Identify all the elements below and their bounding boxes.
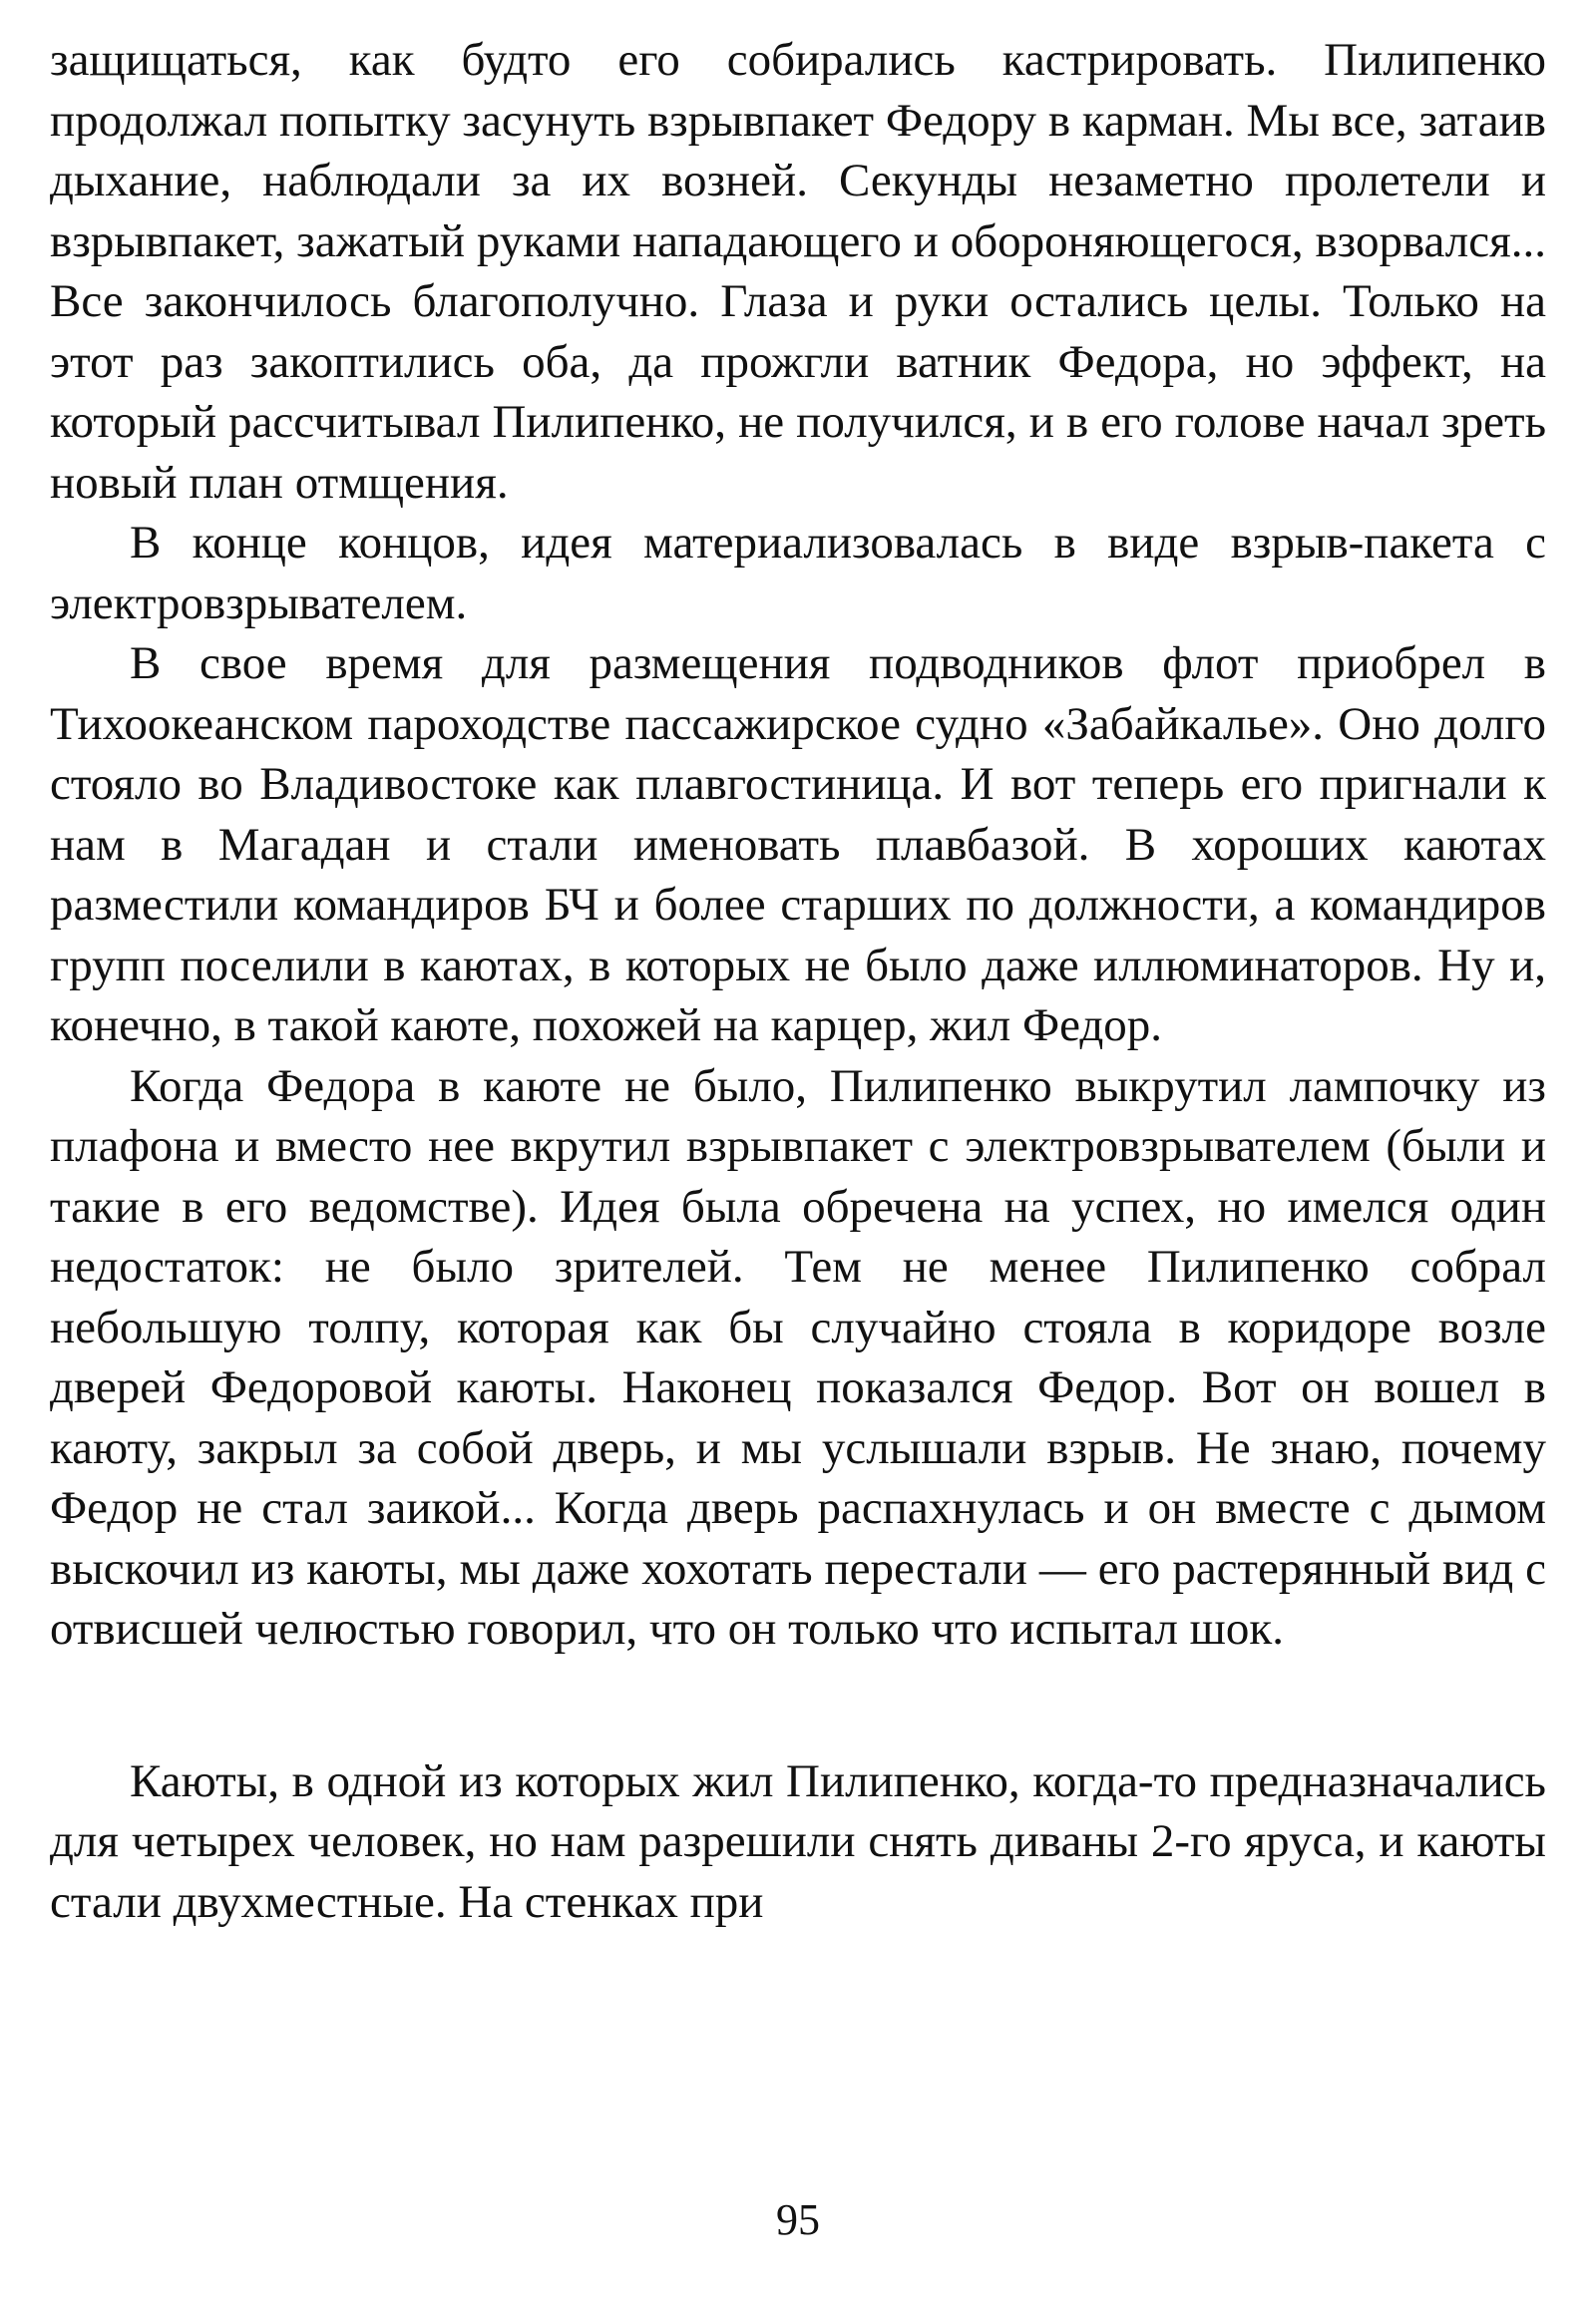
paragraph-4: Когда Федора в каюте не было, Пилипенко выкрутил лампочку из плафона и вместо нее вкрутил взрывпакет с электровзрывателем (были и такие в его ведомстве). Идея была обречена на успех, но имелся один недостаток: не было зрителей. Тем не менее Пилипенко собрал небольшую толпу, которая как бы случайно стояла в коридоре возле дверей Федоровой каюты. Наконец показался Федор. Вот он вошел в каюту, закрыл за собой дверь, и мы услышали взрыв. Не знаю, почему Федор не стал заикой... Когда дверь распахнулась и он вместе с дымом выскочил из каюты, мы даже хохотать перестали — его растерянный вид с отвисшей челюстью говорил, что он только что испытал шок. <box>50 1059 1546 1655</box>
paragraph-5: Каюты, в одной из которых жил Пилипенко, когда-то предназначались для четырех человек, но нам разрешили снять диваны 2-го яруса, и каюты стали двухместные. На стенках при <box>50 1754 1546 1928</box>
book-page <box>50 30 1546 2254</box>
section-break <box>50 1660 1546 1751</box>
paragraph-3: В свое время для размещения подводников флот приобрел в Тихоокеанском пароходстве пассажирское судно «Забайкалье». Оно долго стояло во Владивостоке как плавгостиница. И вот теперь его пригнали к нам в Магадан и стали именовать плавбазой. В хороших каютах разместили командиров БЧ и более старших по должности, а командиров групп поселили в каютах, в которых не было даже иллюминаторов. Ну и, конечно, в такой каюте, похожей на карцер, жил Федор. <box>50 637 1546 1051</box>
page-number: 95 <box>776 2195 820 2244</box>
paragraph-2: В конце концов, идея материализовалась в виде взрыв-пакета с электровзрывателем. <box>50 517 1546 629</box>
paragraph-1: защищаться, как будто его собирались кастрировать. Пилипенко продолжал попытку засунуть взрывпакет Федору в карман. Мы все, затаив дыхание, наблюдали за их возней. Секунды незаметно пролетели и взрывпакет, зажатый руками нападающего и обороняющегося, взорвался... Все закончилось благополучно. Глаза и руки остались целы. Только на этот раз закоптились оба, да прожгли ватник Федора, но эффект, на который рассчитывал Пилипенко, не получился, и в его голове начал зреть новый план отмщения. <box>50 34 1546 509</box>
